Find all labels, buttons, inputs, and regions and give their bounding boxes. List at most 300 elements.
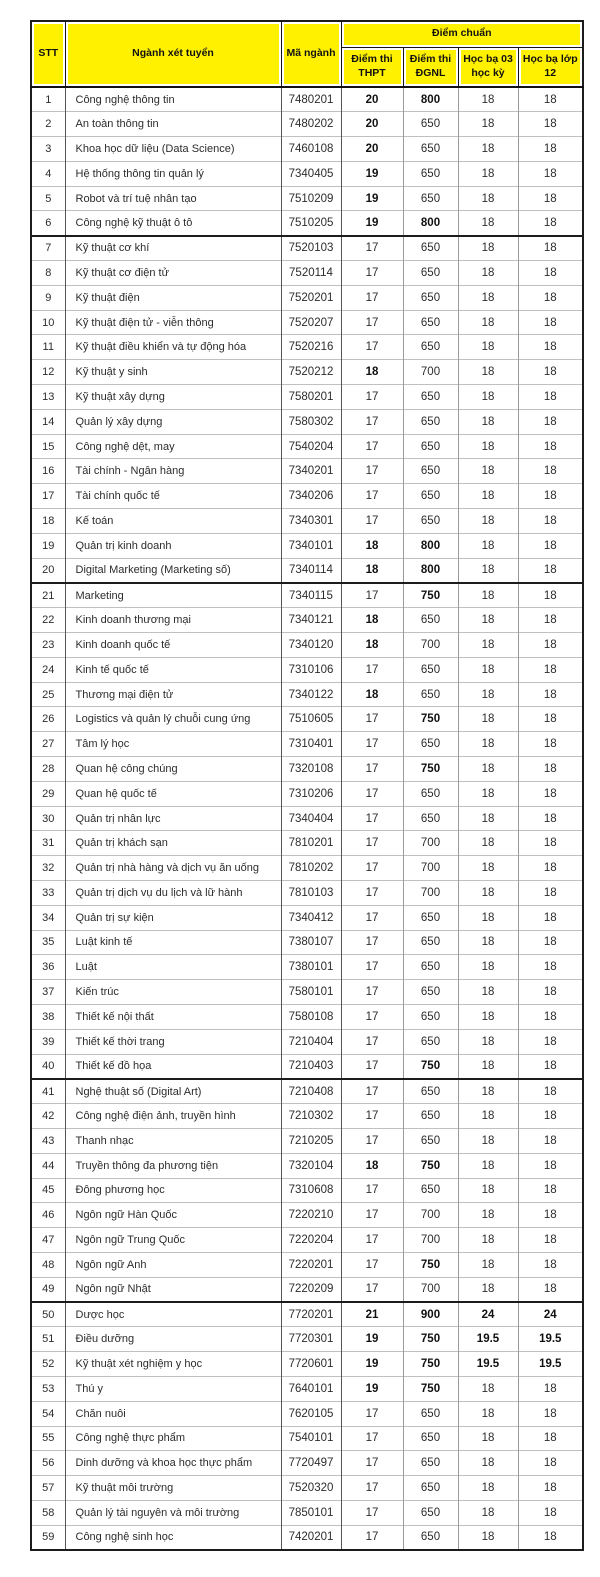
cell-major-code: 7520103	[281, 236, 341, 261]
cell-diem-thi-thpt: 18	[341, 1153, 403, 1178]
cell-major-code: 7580101	[281, 980, 341, 1005]
cell-major-code: 7310608	[281, 1178, 341, 1203]
cell-major-code: 7220201	[281, 1252, 341, 1277]
cell-diem-thi-thpt: 17	[341, 856, 403, 881]
cell-stt: 4	[31, 161, 65, 186]
cell-major-code: 7340121	[281, 608, 341, 633]
cell-major-name: Marketing	[65, 583, 281, 608]
cell-stt: 27	[31, 732, 65, 757]
cell-stt: 45	[31, 1178, 65, 1203]
table-row	[31, 1327, 583, 1352]
cell-hoc-ba-3-hoc-ky: 18	[458, 1525, 518, 1550]
cell-diem-thi-thpt: 17	[341, 310, 403, 335]
cell-stt: 58	[31, 1500, 65, 1525]
cell-diem-thi-dgnl: 750	[403, 1352, 458, 1377]
table-row	[31, 1228, 583, 1253]
table-row	[31, 1525, 583, 1550]
cell-hoc-ba-3-hoc-ky: 18	[458, 633, 518, 658]
cell-major-name: Công nghệ điện ảnh, truyền hình	[65, 1104, 281, 1129]
cell-hoc-ba-lop-12: 18	[518, 1178, 583, 1203]
cell-diem-thi-thpt: 21	[341, 1302, 403, 1327]
cell-hoc-ba-lop-12: 18	[518, 335, 583, 360]
cell-diem-thi-thpt: 17	[341, 930, 403, 955]
cell-hoc-ba-3-hoc-ky: 18	[458, 558, 518, 583]
table-row	[31, 360, 583, 385]
cell-diem-thi-thpt: 17	[341, 831, 403, 856]
table-row	[31, 459, 583, 484]
cell-hoc-ba-3-hoc-ky: 18	[458, 1228, 518, 1253]
table-row	[31, 633, 583, 658]
cell-hoc-ba-lop-12: 18	[518, 657, 583, 682]
cell-diem-thi-dgnl: 750	[403, 583, 458, 608]
cell-stt: 19	[31, 533, 65, 558]
cell-major-code: 7850101	[281, 1500, 341, 1525]
cell-hoc-ba-lop-12: 18	[518, 1104, 583, 1129]
cell-hoc-ba-lop-12: 18	[518, 484, 583, 509]
cell-diem-thi-thpt: 18	[341, 633, 403, 658]
cell-diem-thi-dgnl: 750	[403, 1054, 458, 1079]
cell-diem-thi-thpt: 17	[341, 1029, 403, 1054]
cell-hoc-ba-3-hoc-ky: 18	[458, 236, 518, 261]
cell-diem-thi-dgnl: 700	[403, 1277, 458, 1302]
cell-diem-thi-dgnl: 750	[403, 1327, 458, 1352]
cell-major-code: 7720497	[281, 1451, 341, 1476]
cell-hoc-ba-3-hoc-ky: 18	[458, 831, 518, 856]
cell-diem-thi-dgnl: 750	[403, 1153, 458, 1178]
cell-diem-thi-thpt: 19	[341, 161, 403, 186]
cell-major-name: Truyền thông đa phương tiện	[65, 1153, 281, 1178]
cell-diem-thi-dgnl: 650	[403, 806, 458, 831]
cell-diem-thi-dgnl: 650	[403, 1178, 458, 1203]
cell-major-name: Luật	[65, 955, 281, 980]
cell-stt: 47	[31, 1228, 65, 1253]
cell-major-code: 7380101	[281, 955, 341, 980]
cell-diem-thi-thpt: 17	[341, 1004, 403, 1029]
cell-major-code: 7340201	[281, 459, 341, 484]
cell-hoc-ba-lop-12: 18	[518, 87, 583, 112]
cell-diem-thi-thpt: 18	[341, 533, 403, 558]
cell-major-code: 7520207	[281, 310, 341, 335]
cell-major-name: Robot và trí tuệ nhân tạo	[65, 186, 281, 211]
cell-major-name: Thú y	[65, 1376, 281, 1401]
table-row	[31, 930, 583, 955]
table-row	[31, 409, 583, 434]
cell-diem-thi-thpt: 17	[341, 905, 403, 930]
col-header-group-diem-chuan: Điểm chuẩn	[341, 21, 583, 47]
cell-hoc-ba-3-hoc-ky: 18	[458, 732, 518, 757]
cell-hoc-ba-3-hoc-ky: 18	[458, 285, 518, 310]
cell-hoc-ba-3-hoc-ky: 18	[458, 1029, 518, 1054]
cell-major-code: 7520320	[281, 1476, 341, 1501]
cell-major-code: 7580201	[281, 385, 341, 410]
cell-diem-thi-thpt: 17	[341, 1178, 403, 1203]
cell-hoc-ba-lop-12: 18	[518, 211, 583, 236]
cell-major-name: Công nghệ thực phẩm	[65, 1426, 281, 1451]
table-row	[31, 385, 583, 410]
cell-hoc-ba-3-hoc-ky: 18	[458, 583, 518, 608]
cell-major-name: Quản trị nhà hàng và dịch vụ ăn uống	[65, 856, 281, 881]
cell-diem-thi-dgnl: 650	[403, 236, 458, 261]
cell-hoc-ba-lop-12: 18	[518, 161, 583, 186]
cell-diem-thi-thpt: 17	[341, 806, 403, 831]
table-row	[31, 608, 583, 633]
cell-hoc-ba-3-hoc-ky: 18	[458, 409, 518, 434]
cell-major-name: Ngôn ngữ Hàn Quốc	[65, 1203, 281, 1228]
cell-hoc-ba-lop-12: 18	[518, 459, 583, 484]
cell-diem-thi-thpt: 20	[341, 137, 403, 162]
cell-major-name: Điều dưỡng	[65, 1327, 281, 1352]
cell-stt: 26	[31, 707, 65, 732]
cell-hoc-ba-lop-12: 18	[518, 930, 583, 955]
cell-hoc-ba-lop-12: 18	[518, 881, 583, 906]
table-row	[31, 657, 583, 682]
cell-hoc-ba-lop-12: 18	[518, 1277, 583, 1302]
cell-major-code: 7210404	[281, 1029, 341, 1054]
cell-major-name: Kinh doanh thương mại	[65, 608, 281, 633]
cell-diem-thi-dgnl: 700	[403, 1203, 458, 1228]
cell-hoc-ba-lop-12: 18	[518, 112, 583, 137]
table-row	[31, 186, 583, 211]
cell-major-name: Luật kinh tế	[65, 930, 281, 955]
cell-major-name: Thương mại điện tử	[65, 682, 281, 707]
table-row	[31, 236, 583, 261]
cell-major-code: 7520114	[281, 261, 341, 286]
cell-major-name: Quản lý tài nguyên và môi trường	[65, 1500, 281, 1525]
table-row	[31, 87, 583, 112]
table-row	[31, 112, 583, 137]
cell-diem-thi-dgnl: 650	[403, 657, 458, 682]
cell-hoc-ba-3-hoc-ky: 18	[458, 211, 518, 236]
cell-stt: 54	[31, 1401, 65, 1426]
cell-stt: 12	[31, 360, 65, 385]
cell-diem-thi-thpt: 17	[341, 1079, 403, 1104]
cell-diem-thi-thpt: 17	[341, 459, 403, 484]
cell-major-name: Kỹ thuật điện	[65, 285, 281, 310]
table-row	[31, 1054, 583, 1079]
table-row	[31, 980, 583, 1005]
cell-stt: 22	[31, 608, 65, 633]
cell-major-name: Tài chính quốc tế	[65, 484, 281, 509]
cell-diem-thi-dgnl: 650	[403, 261, 458, 286]
cell-hoc-ba-3-hoc-ky: 18	[458, 608, 518, 633]
cell-hoc-ba-lop-12: 18	[518, 186, 583, 211]
cell-hoc-ba-3-hoc-ky: 18	[458, 360, 518, 385]
cell-major-name: Ngôn ngữ Anh	[65, 1252, 281, 1277]
table-body	[31, 87, 583, 1550]
cell-diem-thi-dgnl: 650	[403, 186, 458, 211]
table-row	[31, 1352, 583, 1377]
cell-hoc-ba-3-hoc-ky: 18	[458, 335, 518, 360]
table-row	[31, 261, 583, 286]
cell-diem-thi-thpt: 19	[341, 1376, 403, 1401]
table-row	[31, 1500, 583, 1525]
cell-diem-thi-dgnl: 750	[403, 707, 458, 732]
cell-stt: 15	[31, 434, 65, 459]
cell-hoc-ba-3-hoc-ky: 18	[458, 261, 518, 286]
cell-major-code: 7810202	[281, 856, 341, 881]
cell-hoc-ba-lop-12: 18	[518, 1451, 583, 1476]
cell-diem-thi-dgnl: 800	[403, 533, 458, 558]
cell-stt: 43	[31, 1128, 65, 1153]
cell-diem-thi-dgnl: 650	[403, 1401, 458, 1426]
cell-diem-thi-thpt: 17	[341, 1203, 403, 1228]
cell-major-code: 7520212	[281, 360, 341, 385]
cell-major-name: Ngôn ngữ Trung Quốc	[65, 1228, 281, 1253]
cell-stt: 51	[31, 1327, 65, 1352]
cell-stt: 50	[31, 1302, 65, 1327]
cell-diem-thi-dgnl: 650	[403, 1525, 458, 1550]
cell-diem-thi-thpt: 18	[341, 360, 403, 385]
cell-hoc-ba-3-hoc-ky: 18	[458, 1451, 518, 1476]
cell-major-code: 7420201	[281, 1525, 341, 1550]
col-header-hoc-ba-lop-12: Học bạ lớp 12	[518, 47, 583, 87]
table-row	[31, 434, 583, 459]
cell-stt: 23	[31, 633, 65, 658]
cell-major-code: 7340101	[281, 533, 341, 558]
cell-stt: 59	[31, 1525, 65, 1550]
cell-major-code: 7210302	[281, 1104, 341, 1129]
cell-major-name: Kỹ thuật điện tử - viễn thông	[65, 310, 281, 335]
cell-major-name: Kỹ thuật điều khiển và tự động hóa	[65, 335, 281, 360]
cell-major-name: Thiết kế đồ họa	[65, 1054, 281, 1079]
cell-hoc-ba-lop-12: 18	[518, 1252, 583, 1277]
cell-diem-thi-dgnl: 650	[403, 285, 458, 310]
cell-stt: 41	[31, 1079, 65, 1104]
cell-diem-thi-thpt: 17	[341, 980, 403, 1005]
cell-hoc-ba-lop-12: 18	[518, 137, 583, 162]
cell-diem-thi-dgnl: 700	[403, 831, 458, 856]
cell-major-code: 7340114	[281, 558, 341, 583]
table-row	[31, 310, 583, 335]
cell-diem-thi-thpt: 17	[341, 1426, 403, 1451]
cell-stt: 7	[31, 236, 65, 261]
cell-diem-thi-thpt: 17	[341, 1401, 403, 1426]
header-row-top	[31, 21, 583, 47]
cell-stt: 36	[31, 955, 65, 980]
table-row	[31, 881, 583, 906]
cell-major-code: 7540204	[281, 434, 341, 459]
cell-diem-thi-dgnl: 650	[403, 335, 458, 360]
cell-major-code: 7340405	[281, 161, 341, 186]
cell-hoc-ba-3-hoc-ky: 18	[458, 1476, 518, 1501]
cell-diem-thi-thpt: 17	[341, 1525, 403, 1550]
cell-diem-thi-dgnl: 650	[403, 112, 458, 137]
cell-major-name: Thiết kế thời trang	[65, 1029, 281, 1054]
cell-major-code: 7580302	[281, 409, 341, 434]
cell-stt: 35	[31, 930, 65, 955]
cell-major-name: Công nghệ kỹ thuật ô tô	[65, 211, 281, 236]
table-row	[31, 583, 583, 608]
cell-stt: 2	[31, 112, 65, 137]
cell-diem-thi-dgnl: 650	[403, 1104, 458, 1129]
cell-major-name: Kỹ thuật y sinh	[65, 360, 281, 385]
cell-hoc-ba-3-hoc-ky: 18	[458, 1277, 518, 1302]
cell-stt: 52	[31, 1352, 65, 1377]
cell-major-code: 7340301	[281, 509, 341, 534]
cell-hoc-ba-3-hoc-ky: 18	[458, 1054, 518, 1079]
cell-diem-thi-dgnl: 900	[403, 1302, 458, 1327]
table-row	[31, 1476, 583, 1501]
table-row	[31, 1079, 583, 1104]
cell-hoc-ba-3-hoc-ky: 18	[458, 112, 518, 137]
cell-diem-thi-thpt: 17	[341, 335, 403, 360]
cell-hoc-ba-3-hoc-ky: 18	[458, 682, 518, 707]
cell-diem-thi-thpt: 17	[341, 1054, 403, 1079]
cell-diem-thi-thpt: 17	[341, 955, 403, 980]
cell-hoc-ba-lop-12: 18	[518, 732, 583, 757]
cell-major-code: 7480202	[281, 112, 341, 137]
cell-major-code: 7810201	[281, 831, 341, 856]
cell-major-code: 7320104	[281, 1153, 341, 1178]
cell-stt: 25	[31, 682, 65, 707]
cell-major-code: 7340122	[281, 682, 341, 707]
cell-hoc-ba-3-hoc-ky: 18	[458, 161, 518, 186]
cell-diem-thi-thpt: 17	[341, 1252, 403, 1277]
cell-diem-thi-thpt: 17	[341, 409, 403, 434]
cell-major-name: Tài chính - Ngân hàng	[65, 459, 281, 484]
cell-hoc-ba-lop-12: 24	[518, 1302, 583, 1327]
cell-diem-thi-dgnl: 650	[403, 1500, 458, 1525]
cell-diem-thi-dgnl: 650	[403, 385, 458, 410]
cell-diem-thi-thpt: 17	[341, 1451, 403, 1476]
table-row	[31, 1252, 583, 1277]
cell-major-code: 7540101	[281, 1426, 341, 1451]
cell-hoc-ba-lop-12: 19.5	[518, 1352, 583, 1377]
table-row	[31, 509, 583, 534]
cell-diem-thi-thpt: 20	[341, 87, 403, 112]
cell-major-code: 7220210	[281, 1203, 341, 1228]
cell-hoc-ba-3-hoc-ky: 18	[458, 781, 518, 806]
cell-diem-thi-thpt: 17	[341, 385, 403, 410]
cell-stt: 34	[31, 905, 65, 930]
cell-major-name: Hệ thống thông tin quản lý	[65, 161, 281, 186]
cell-diem-thi-thpt: 18	[341, 682, 403, 707]
cell-stt: 5	[31, 186, 65, 211]
cell-diem-thi-dgnl: 750	[403, 1252, 458, 1277]
cell-hoc-ba-lop-12: 18	[518, 633, 583, 658]
cell-major-name: Thanh nhạc	[65, 1128, 281, 1153]
cell-diem-thi-dgnl: 650	[403, 781, 458, 806]
cell-major-name: Quản trị dịch vụ du lịch và lữ hành	[65, 881, 281, 906]
cell-diem-thi-thpt: 17	[341, 732, 403, 757]
cell-major-name: Logistics và quản lý chuỗi cung ứng	[65, 707, 281, 732]
cell-hoc-ba-lop-12: 18	[518, 409, 583, 434]
cell-stt: 38	[31, 1004, 65, 1029]
cell-diem-thi-thpt: 17	[341, 1104, 403, 1129]
cell-hoc-ba-lop-12: 18	[518, 583, 583, 608]
cell-hoc-ba-3-hoc-ky: 18	[458, 806, 518, 831]
table-row	[31, 335, 583, 360]
cell-hoc-ba-3-hoc-ky: 18	[458, 1401, 518, 1426]
cell-major-code: 7210205	[281, 1128, 341, 1153]
cell-diem-thi-dgnl: 650	[403, 137, 458, 162]
cell-hoc-ba-3-hoc-ky: 19.5	[458, 1327, 518, 1352]
col-header-diem-thi-thpt: Điểm thi THPT	[341, 47, 403, 87]
cell-diem-thi-thpt: 17	[341, 757, 403, 782]
cell-hoc-ba-3-hoc-ky: 18	[458, 1178, 518, 1203]
table-row	[31, 781, 583, 806]
cell-hoc-ba-3-hoc-ky: 18	[458, 1079, 518, 1104]
cell-diem-thi-dgnl: 650	[403, 459, 458, 484]
cell-hoc-ba-3-hoc-ky: 18	[458, 310, 518, 335]
cell-major-name: Quản trị sự kiện	[65, 905, 281, 930]
cell-diem-thi-dgnl: 800	[403, 87, 458, 112]
cell-major-code: 7340404	[281, 806, 341, 831]
cell-major-code: 7510605	[281, 707, 341, 732]
cell-diem-thi-thpt: 17	[341, 1476, 403, 1501]
cell-diem-thi-dgnl: 650	[403, 732, 458, 757]
cell-hoc-ba-3-hoc-ky: 18	[458, 1203, 518, 1228]
cell-diem-thi-thpt: 17	[341, 509, 403, 534]
cell-major-name: Chăn nuôi	[65, 1401, 281, 1426]
cell-hoc-ba-3-hoc-ky: 18	[458, 657, 518, 682]
cell-diem-thi-dgnl: 650	[403, 1451, 458, 1476]
table-row	[31, 1302, 583, 1327]
cell-hoc-ba-lop-12: 18	[518, 261, 583, 286]
cell-major-code: 7460108	[281, 137, 341, 162]
table-row	[31, 1451, 583, 1476]
cell-stt: 13	[31, 385, 65, 410]
cell-hoc-ba-3-hoc-ky: 18	[458, 905, 518, 930]
cell-diem-thi-thpt: 17	[341, 1228, 403, 1253]
cell-stt: 21	[31, 583, 65, 608]
cell-hoc-ba-3-hoc-ky: 18	[458, 434, 518, 459]
cell-hoc-ba-lop-12: 18	[518, 781, 583, 806]
cell-diem-thi-thpt: 18	[341, 558, 403, 583]
cell-stt: 53	[31, 1376, 65, 1401]
cell-diem-thi-thpt: 17	[341, 707, 403, 732]
cell-stt: 42	[31, 1104, 65, 1129]
cell-hoc-ba-lop-12: 18	[518, 285, 583, 310]
cell-major-code: 7310206	[281, 781, 341, 806]
cell-stt: 9	[31, 285, 65, 310]
cell-hoc-ba-3-hoc-ky: 18	[458, 385, 518, 410]
cell-hoc-ba-lop-12: 18	[518, 385, 583, 410]
cell-diem-thi-dgnl: 650	[403, 434, 458, 459]
cell-major-code: 7340115	[281, 583, 341, 608]
cell-hoc-ba-lop-12: 18	[518, 558, 583, 583]
cell-hoc-ba-lop-12: 18	[518, 831, 583, 856]
cell-stt: 46	[31, 1203, 65, 1228]
cell-hoc-ba-lop-12: 18	[518, 1029, 583, 1054]
cell-hoc-ba-3-hoc-ky: 18	[458, 1252, 518, 1277]
cell-hoc-ba-lop-12: 18	[518, 1376, 583, 1401]
cell-diem-thi-thpt: 17	[341, 1277, 403, 1302]
cell-major-name: Dược học	[65, 1302, 281, 1327]
cell-hoc-ba-3-hoc-ky: 18	[458, 856, 518, 881]
cell-major-name: Digital Marketing (Marketing số)	[65, 558, 281, 583]
cell-hoc-ba-3-hoc-ky: 18	[458, 137, 518, 162]
cell-hoc-ba-3-hoc-ky: 18	[458, 881, 518, 906]
cell-diem-thi-dgnl: 700	[403, 360, 458, 385]
cell-hoc-ba-lop-12: 18	[518, 856, 583, 881]
cell-hoc-ba-3-hoc-ky: 18	[458, 707, 518, 732]
cell-stt: 10	[31, 310, 65, 335]
cell-hoc-ba-lop-12: 18	[518, 310, 583, 335]
cell-hoc-ba-3-hoc-ky: 18	[458, 1153, 518, 1178]
cell-hoc-ba-lop-12: 18	[518, 955, 583, 980]
cell-major-name: Kỹ thuật cơ khí	[65, 236, 281, 261]
cell-major-name: Kỹ thuật cơ điện tử	[65, 261, 281, 286]
cell-diem-thi-thpt: 17	[341, 1128, 403, 1153]
cell-major-code: 7580108	[281, 1004, 341, 1029]
cell-major-name: Ngôn ngữ Nhật	[65, 1277, 281, 1302]
table-row	[31, 1401, 583, 1426]
cell-hoc-ba-lop-12: 18	[518, 1054, 583, 1079]
table-row	[31, 558, 583, 583]
col-header-stt: STT	[31, 21, 65, 87]
cell-diem-thi-dgnl: 750	[403, 1376, 458, 1401]
